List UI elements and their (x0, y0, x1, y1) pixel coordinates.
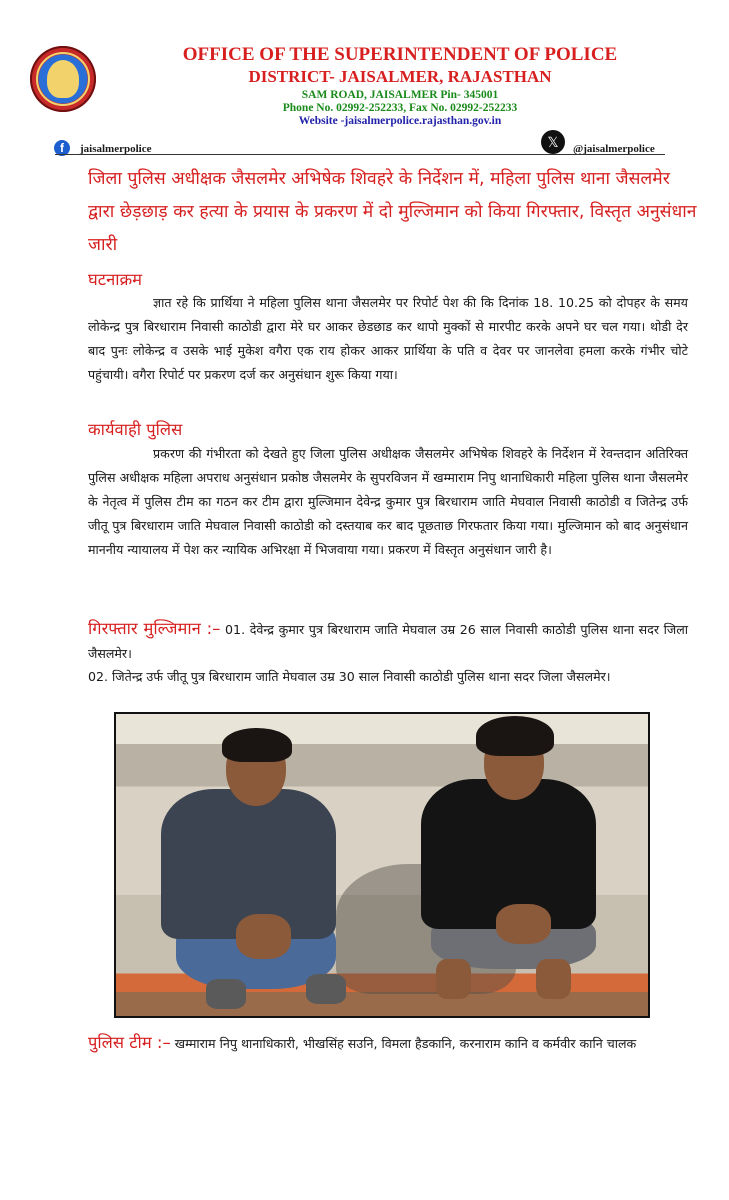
incident-text: ज्ञात रहे कि प्रार्थिया ने महिला पुलिस थाना जैसलमेर पर रिपोर्ट पेश की कि दिनांक 18. 10.25 को दोपहर के समय लोकेन्द्र पुत्र बिरधाराम निवासी काठोडी द्वारा मेरे घर आकर छेडछाड कर थापो मुक्कों से मारपीट करके अपने घर चल गया। थोडी देर बाद पुनः लोकेन्द्र व उसके भाई मुकेश वगैरा एक राय होकर आकर प्रार्थिया के पति व देवर पर जानलेवा हमला करके गंभीर चोटे पहुंचायी। वगैरा रिपोर्ट पर प्रकरण दर्ज कर अनुसंधान शुरू किया गया। (88, 295, 688, 382)
facebook-handle[interactable]: jaisalmerpolice (80, 143, 152, 155)
x-handle[interactable]: @jaisalmerpolice (573, 143, 655, 155)
header-divider (55, 154, 665, 155)
office-website[interactable]: Website -jaisalmerpolice.rajasthan.gov.in (298, 115, 502, 127)
arrested-list (88, 617, 688, 666)
x-icon[interactable]: 𝕏 (541, 130, 565, 154)
team-members: खम्माराम निपु थानाधिकारी, भीखसिंह सउनि, विमला हैडकानि, करनाराम कानि व कर्मवीर कानि चालक (174, 1036, 637, 1051)
district-title: DISTRICT- JAISALMER, RAJASTHAN (248, 67, 552, 86)
person-left (156, 724, 346, 1014)
office-title: OFFICE OF THE SUPERINTENDENT OF POLICE (182, 44, 618, 65)
facebook-icon[interactable]: f (54, 140, 70, 156)
person-right (416, 714, 606, 1014)
police-team (88, 1031, 688, 1056)
team-label: पुलिस टीम :– (88, 1033, 171, 1052)
police-emblem-logo (30, 46, 96, 112)
arrested-item-2: 02. जितेन्द्र उर्फ जीतू पुत्र बिरधाराम जाति मेघवाल उम्र 30 साल निवासी काठोडी पुलिस थाना सदर जिला जैसलमेर। (88, 669, 611, 684)
arrested-persons-photo (114, 712, 650, 1018)
office-phone: Phone No. 02992-252233, Fax No. 02992-252233 (282, 102, 518, 114)
office-address: SAM ROAD, JAISALMER Pin- 345001 (301, 89, 499, 101)
action-paragraph (88, 442, 688, 562)
action-text: प्रकरण की गंभीरता को देखते हुए जिला पुलिस अधीक्षक जैसलमेर अभिषेक शिवहरे के निर्देशन में रेवन्तदान अतिरिक्त पुलिस अधीक्षक महिला अपराध अनुसंधान प्रकोष्ठ जैसलमेर के सुपरविजन में खम्माराम निपु थानाधिकारी महिला पुलिस थाना जैसलमेर के नेतृत्व में पुलिस टीम का गठन कर टीम द्वारा मुल्जिमान देवेन्द्र कुमार पुत्र बिरधाराम जाति मेघवाल निवासी काठोडी व जितेन्द्र उर्फ जीतू पुत्र बिरधाराम जाति मेघवाल निवासी काठोडी को दस्तयाब कर बाद पूछताछ गिरफतार किया गया। मुल्जिमान को बाद अनुसंधान माननीय न्यायालय में पेश कर न्यायिक अभिरक्षा में भिजवाया गया। प्रकरण में विस्तृत अनुसंधान जारी है। (88, 446, 688, 557)
action-heading: कार्यवाही पुलिस (88, 420, 183, 439)
arrested-item-1: 01. देवेन्द्र कुमार पुत्र बिरधाराम जाति मेघवाल उम्र 26 साल निवासी काठोडी पुलिस थाना सदर जिला जैसलमेर। (88, 622, 688, 661)
incident-paragraph (88, 291, 688, 387)
incident-heading: घटनाक्रम (88, 270, 143, 289)
arrested-label: गिरफ्तार मुल्जिमान :– (88, 619, 221, 638)
press-headline: जिला पुलिस अधीक्षक जैसलमेर अभिषेक शिवहरे के निर्देशन में, महिला पुलिस थाना जैसलमेर द्वारा छेड़छाड़ कर हत्या के प्रयास के प्रकरण में दो मुल्जिमान को किया गिरफ्तार, विस्तृत अनुसंधान जारी (88, 169, 697, 255)
